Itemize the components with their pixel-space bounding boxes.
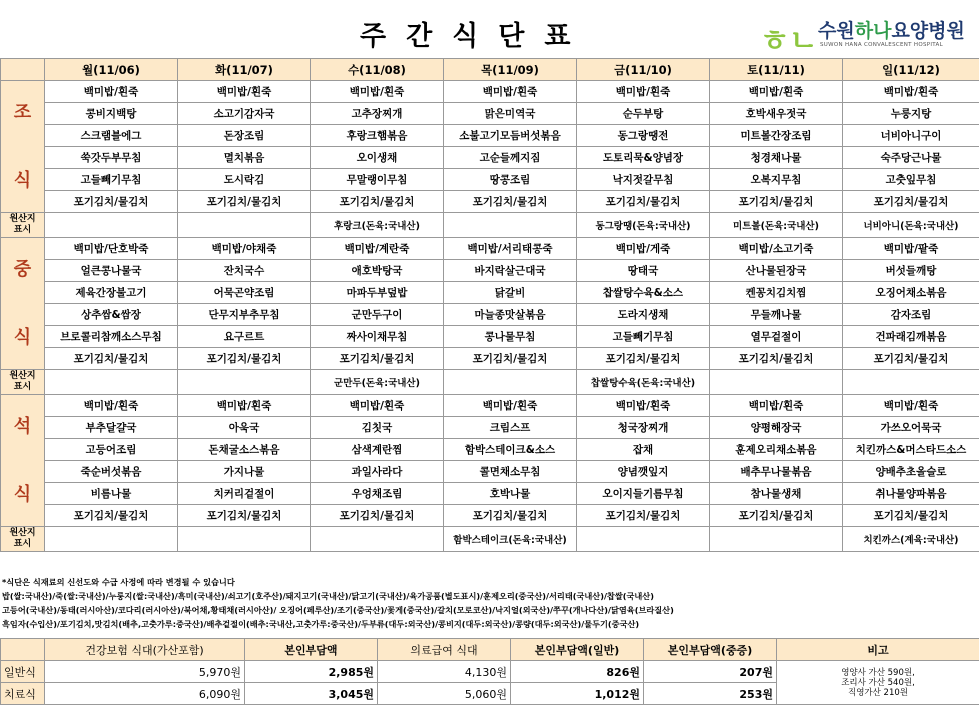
meal-cost-table xyxy=(0,638,979,705)
dinner-label: 석 식 xyxy=(1,395,45,527)
menu-item: 콩비지백탕 xyxy=(45,103,178,125)
menu-item: 단무지부추무침 xyxy=(178,304,311,326)
cost-header: 본인부담액 xyxy=(245,639,378,661)
cost-corner xyxy=(1,639,45,661)
menu-item: 삼색계란찜 xyxy=(311,439,444,461)
menu-item: 돈채굴소스볶음 xyxy=(178,439,311,461)
menu-item: 김칫국 xyxy=(311,417,444,439)
menu-item: 미트볼간장조림 xyxy=(710,125,843,147)
menu-item: 포기김치/물김치 xyxy=(45,505,178,527)
menu-item: 포기김치/물김치 xyxy=(444,348,577,370)
menu-item: 포기김치/물김치 xyxy=(178,505,311,527)
menu-item: 참나물생채 xyxy=(710,483,843,505)
menu-item: 포기김치/물김치 xyxy=(311,191,444,213)
day-header: 화(11/07) xyxy=(178,59,311,81)
menu-item: 건파래김깨볶음 xyxy=(843,326,979,348)
cost-value: 6,090원 xyxy=(45,683,245,705)
menu-item: 고들빼기무침 xyxy=(45,169,178,191)
menu-item: 포기김치/물김치 xyxy=(843,505,979,527)
origin-item xyxy=(45,370,178,395)
menu-row xyxy=(1,483,979,505)
menu-item: 버섯들깨탕 xyxy=(843,260,979,282)
origin-item: 미트볼(돈육:국내산) xyxy=(710,213,843,238)
menu-item: 치커리겉절이 xyxy=(178,483,311,505)
menu-item: 백미밥/흰죽 xyxy=(178,395,311,417)
menu-item: 제육간장불고기 xyxy=(45,282,178,304)
menu-item: 짜사이채무침 xyxy=(311,326,444,348)
menu-item: 바지락살근대국 xyxy=(444,260,577,282)
menu-item: 고들빼기무침 xyxy=(577,326,710,348)
menu-row xyxy=(1,395,979,417)
menu-item: 땅콩조림 xyxy=(444,169,577,191)
cost-value: 4,130원 xyxy=(378,661,511,683)
origin-item xyxy=(577,527,710,552)
cost-value: 1,012원 xyxy=(511,683,644,705)
origin-item xyxy=(444,213,577,238)
origin-item: 너비아니(돈육:국내산) xyxy=(843,213,979,238)
menu-item: 소불고기모듬버섯볶음 xyxy=(444,125,577,147)
cost-header: 건강보험 식대(가산포함) xyxy=(45,639,245,661)
menu-item: 호박나물 xyxy=(444,483,577,505)
cost-header: 비고 xyxy=(777,639,979,661)
menu-item: 백미밥/흰죽 xyxy=(311,81,444,103)
menu-item: 포기김치/물김치 xyxy=(178,348,311,370)
lunch-label: 중 식 xyxy=(1,238,45,370)
menu-item: 브로콜리참깨소스무침 xyxy=(45,326,178,348)
menu-item: 오이생채 xyxy=(311,147,444,169)
day-header: 토(11/11) xyxy=(710,59,843,81)
origin-item xyxy=(843,370,979,395)
menu-item: 마파두부덮밥 xyxy=(311,282,444,304)
menu-row xyxy=(1,417,979,439)
menu-item: 애호박탕국 xyxy=(311,260,444,282)
menu-item: 고순들께지짐 xyxy=(444,147,577,169)
menu-row xyxy=(1,282,979,304)
menu-item: 고추장찌개 xyxy=(311,103,444,125)
menu-item: 백미밥/흰죽 xyxy=(444,395,577,417)
menu-item: 군만두구이 xyxy=(311,304,444,326)
menu-item: 백미밥/팥죽 xyxy=(843,238,979,260)
cost-row-label: 일반식 xyxy=(1,661,45,683)
menu-item: 마늘종맛살볶음 xyxy=(444,304,577,326)
menu-item: 닭갈비 xyxy=(444,282,577,304)
menu-item: 켄꽁치김치찜 xyxy=(710,282,843,304)
origin-label: 원산지 표시 xyxy=(1,213,45,238)
note-line: 고등어(국내산)/동태(러시아산)/코다리(러시아산)/북어채,황태채(러시아산)/ 오징어(페루산)/조기(중국산)/꽃게(중국산)/갈치(모로코산)/낙지얼(외국산)/쭈꾸(개나다산)/닭염육(브라질산) xyxy=(2,605,674,615)
menu-item: 포기김치/물김치 xyxy=(444,191,577,213)
menu-item: 쑥갓두부무침 xyxy=(45,147,178,169)
menu-item: 얼큰콩나물국 xyxy=(45,260,178,282)
menu-item: 취나물양파볶음 xyxy=(843,483,979,505)
menu-item: 백미밥/흰죽 xyxy=(178,81,311,103)
menu-item: 백미밥/야채죽 xyxy=(178,238,311,260)
note-line: 흑임자(수입산)/포기김치,맛김치(배추,고춧가루:중국산)/배추겉절이(배추:국내산,고춧가루:중국산)/두부류(대두:외국산)/콩비지(대두:외국산)/콩량(대두:외국산)/물두기(중국산) xyxy=(2,619,640,629)
menu-item: 백미밥/소고기죽 xyxy=(710,238,843,260)
menu-item: 고등어조림 xyxy=(45,439,178,461)
menu-item: 함박스테이크&소스 xyxy=(444,439,577,461)
origin-label: 원산지 표시 xyxy=(1,527,45,552)
cost-header: 본인부담액(중증) xyxy=(644,639,777,661)
menu-item: 포기김치/물김치 xyxy=(45,348,178,370)
hospital-logo xyxy=(760,14,975,59)
cost-value: 207원 xyxy=(644,661,777,683)
menu-item: 양배추초올슬로 xyxy=(843,461,979,483)
menu-item: 멸치볶음 xyxy=(178,147,311,169)
menu-item: 백미밥/흰죽 xyxy=(577,395,710,417)
origin-item xyxy=(710,527,843,552)
menu-row xyxy=(1,169,979,191)
menu-item: 누룽지탕 xyxy=(843,103,979,125)
menu-item: 백미밥/흰죽 xyxy=(710,395,843,417)
origin-item xyxy=(178,370,311,395)
cost-value: 5,970원 xyxy=(45,661,245,683)
menu-item: 크림스프 xyxy=(444,417,577,439)
menu-item: 콜면채소무침 xyxy=(444,461,577,483)
cost-row xyxy=(1,661,979,683)
menu-item: 훈제오리채소볶음 xyxy=(710,439,843,461)
menu-item: 가지나물 xyxy=(178,461,311,483)
day-header: 일(11/12) xyxy=(843,59,979,81)
menu-item: 땅태국 xyxy=(577,260,710,282)
menu-item: 돈장조림 xyxy=(178,125,311,147)
origin-item: 함박스테이크(돈육:국내산) xyxy=(444,527,577,552)
menu-item: 백미밥/흰죽 xyxy=(577,81,710,103)
menu-item: 포기김치/물김치 xyxy=(710,191,843,213)
menu-item: 비름나물 xyxy=(45,483,178,505)
cost-header-row xyxy=(1,639,979,661)
menu-row xyxy=(1,191,979,213)
day-header: 금(11/10) xyxy=(577,59,710,81)
menu-item: 소고기감자국 xyxy=(178,103,311,125)
menu-item: 무들깨나물 xyxy=(710,304,843,326)
menu-item: 도토리묵&양념장 xyxy=(577,147,710,169)
menu-item: 잔치국수 xyxy=(178,260,311,282)
menu-item: 청국장찌개 xyxy=(577,417,710,439)
menu-item: 백미밥/단호박죽 xyxy=(45,238,178,260)
menu-item: 죽순버섯볶음 xyxy=(45,461,178,483)
menu-row xyxy=(1,125,979,147)
menu-item: 포기김치/물김치 xyxy=(577,191,710,213)
notes-section xyxy=(0,575,979,631)
menu-item: 포기김치/물김치 xyxy=(444,505,577,527)
origin-item: 치킨까스(계육:국내산) xyxy=(843,527,979,552)
menu-row xyxy=(1,304,979,326)
menu-item: 부추달걀국 xyxy=(45,417,178,439)
menu-item: 백미밥/게죽 xyxy=(577,238,710,260)
menu-item: 오징어채소볶음 xyxy=(843,282,979,304)
cost-value: 2,985원 xyxy=(245,661,378,683)
note-line: *식단은 식재료의 신선도와 수급 사정에 따라 변경될 수 있습니다 xyxy=(2,577,235,587)
menu-item: 어묵곤약조림 xyxy=(178,282,311,304)
menu-item: 순두부탕 xyxy=(577,103,710,125)
menu-item: 치킨까스&머스타드소스 xyxy=(843,439,979,461)
menu-item: 아욱국 xyxy=(178,417,311,439)
origin-label: 원산지 표시 xyxy=(1,370,45,395)
menu-item: 백미밥/흰죽 xyxy=(45,395,178,417)
day-header: 목(11/09) xyxy=(444,59,577,81)
corner-cell xyxy=(1,59,45,81)
menu-item: 포기김치/물김치 xyxy=(577,348,710,370)
menu-row xyxy=(1,348,979,370)
cost-header: 의료급여 식대 xyxy=(378,639,511,661)
logo-mark-icon: ㅎㄴ xyxy=(760,24,818,59)
origin-item: 동그랑땡(돈육:국내산) xyxy=(577,213,710,238)
origin-item xyxy=(311,527,444,552)
menu-item: 고춧잎무침 xyxy=(843,169,979,191)
menu-item: 도라지생채 xyxy=(577,304,710,326)
origin-item xyxy=(178,527,311,552)
cost-remark: 영양사 가산 590원, 조리사 가산 540원, 직영가산 210원 xyxy=(777,661,979,705)
logo-name: 수원하나요양병원 xyxy=(818,20,965,42)
cost-value: 5,060원 xyxy=(378,683,511,705)
menu-item: 백미밥/계란죽 xyxy=(311,238,444,260)
origin-item xyxy=(45,213,178,238)
menu-item: 낙지젓갈무침 xyxy=(577,169,710,191)
menu-item: 배추무나물볶음 xyxy=(710,461,843,483)
menu-item: 포기김치/물김치 xyxy=(178,191,311,213)
menu-row xyxy=(1,505,979,527)
menu-item: 호박새우젓국 xyxy=(710,103,843,125)
menu-item: 감자조림 xyxy=(843,304,979,326)
menu-row xyxy=(1,439,979,461)
breakfast-label: 조 식 xyxy=(1,81,45,213)
day-header: 수(11/08) xyxy=(311,59,444,81)
menu-row xyxy=(1,81,979,103)
origin-row xyxy=(1,370,979,395)
menu-row xyxy=(1,326,979,348)
cost-value: 826원 xyxy=(511,661,644,683)
menu-item: 오복지무침 xyxy=(710,169,843,191)
menu-item: 백미밥/흰죽 xyxy=(45,81,178,103)
menu-item: 백미밥/흰죽 xyxy=(710,81,843,103)
cost-value: 253원 xyxy=(644,683,777,705)
origin-item xyxy=(45,527,178,552)
origin-item: 찹쌀탕수육(돈육:국내산) xyxy=(577,370,710,395)
menu-row xyxy=(1,260,979,282)
menu-item: 스크램블에그 xyxy=(45,125,178,147)
cost-value: 3,045원 xyxy=(245,683,378,705)
menu-item: 상추쌈&쌈장 xyxy=(45,304,178,326)
menu-item: 너비아니구이 xyxy=(843,125,979,147)
menu-item: 포기김치/물김치 xyxy=(311,348,444,370)
menu-row xyxy=(1,461,979,483)
origin-item: 후랑크(돈육:국내산) xyxy=(311,213,444,238)
menu-item: 포기김치/물김치 xyxy=(843,348,979,370)
menu-item: 과일사라다 xyxy=(311,461,444,483)
menu-item: 백미밥/흰죽 xyxy=(843,81,979,103)
origin-row xyxy=(1,213,979,238)
menu-item: 양념깻잎지 xyxy=(577,461,710,483)
menu-item: 백미밥/서리태콩죽 xyxy=(444,238,577,260)
menu-item: 콩나물무침 xyxy=(444,326,577,348)
menu-item: 숙주당근나물 xyxy=(843,147,979,169)
cost-row-label: 치료식 xyxy=(1,683,45,705)
menu-item: 포기김치/물김치 xyxy=(710,348,843,370)
menu-item: 포기김치/물김치 xyxy=(710,505,843,527)
menu-item: 양평해장국 xyxy=(710,417,843,439)
menu-item: 가쓰오어묵국 xyxy=(843,417,979,439)
menu-item: 열무겉절이 xyxy=(710,326,843,348)
menu-item: 찹쌀탕수육&소스 xyxy=(577,282,710,304)
menu-item: 포기김치/물김치 xyxy=(45,191,178,213)
menu-item: 도시락김 xyxy=(178,169,311,191)
note-line: 밥(쌀:국내산)/죽(쌀:국내산)/누룽지(쌀:국내산)/흑미(국내산)/쇠고기(호주산)/돼지고기(국내산)/닭고기(국내산)/육가공품(별도표시)/훈제오리(중국산)/서리태(국내산)/찹쌀(국내산) xyxy=(2,591,654,601)
origin-item xyxy=(710,370,843,395)
menu-row xyxy=(1,103,979,125)
menu-item: 동그랑땡전 xyxy=(577,125,710,147)
menu-item: 청경채나물 xyxy=(710,147,843,169)
logo-subtitle: SUWON HANA CONVALESCENT HOSPITAL xyxy=(820,42,943,48)
page-header xyxy=(0,0,979,58)
weekly-menu-table xyxy=(0,58,979,552)
menu-item: 백미밥/흰죽 xyxy=(311,395,444,417)
menu-item: 잡채 xyxy=(577,439,710,461)
menu-row xyxy=(1,147,979,169)
origin-item: 군만두(돈육:국내산) xyxy=(311,370,444,395)
menu-item: 오이지들기름무침 xyxy=(577,483,710,505)
origin-item xyxy=(178,213,311,238)
menu-item: 산나물된장국 xyxy=(710,260,843,282)
origin-item xyxy=(444,370,577,395)
menu-item: 맑은미역국 xyxy=(444,103,577,125)
day-header-row xyxy=(1,59,979,81)
origin-row xyxy=(1,527,979,552)
menu-item: 무말랭이무침 xyxy=(311,169,444,191)
menu-row xyxy=(1,238,979,260)
cost-header: 본인부담액(일반) xyxy=(511,639,644,661)
menu-item: 백미밥/흰죽 xyxy=(444,81,577,103)
menu-item: 요구르트 xyxy=(178,326,311,348)
menu-item: 백미밥/흰죽 xyxy=(843,395,979,417)
menu-item: 포기김치/물김치 xyxy=(311,505,444,527)
page-title: 주간식단표 xyxy=(360,21,591,52)
menu-item: 우엉채조림 xyxy=(311,483,444,505)
menu-item: 포기김치/물김치 xyxy=(577,505,710,527)
day-header: 월(11/06) xyxy=(45,59,178,81)
menu-item: 포기김치/물김치 xyxy=(843,191,979,213)
menu-item: 후랑크햄볶음 xyxy=(311,125,444,147)
